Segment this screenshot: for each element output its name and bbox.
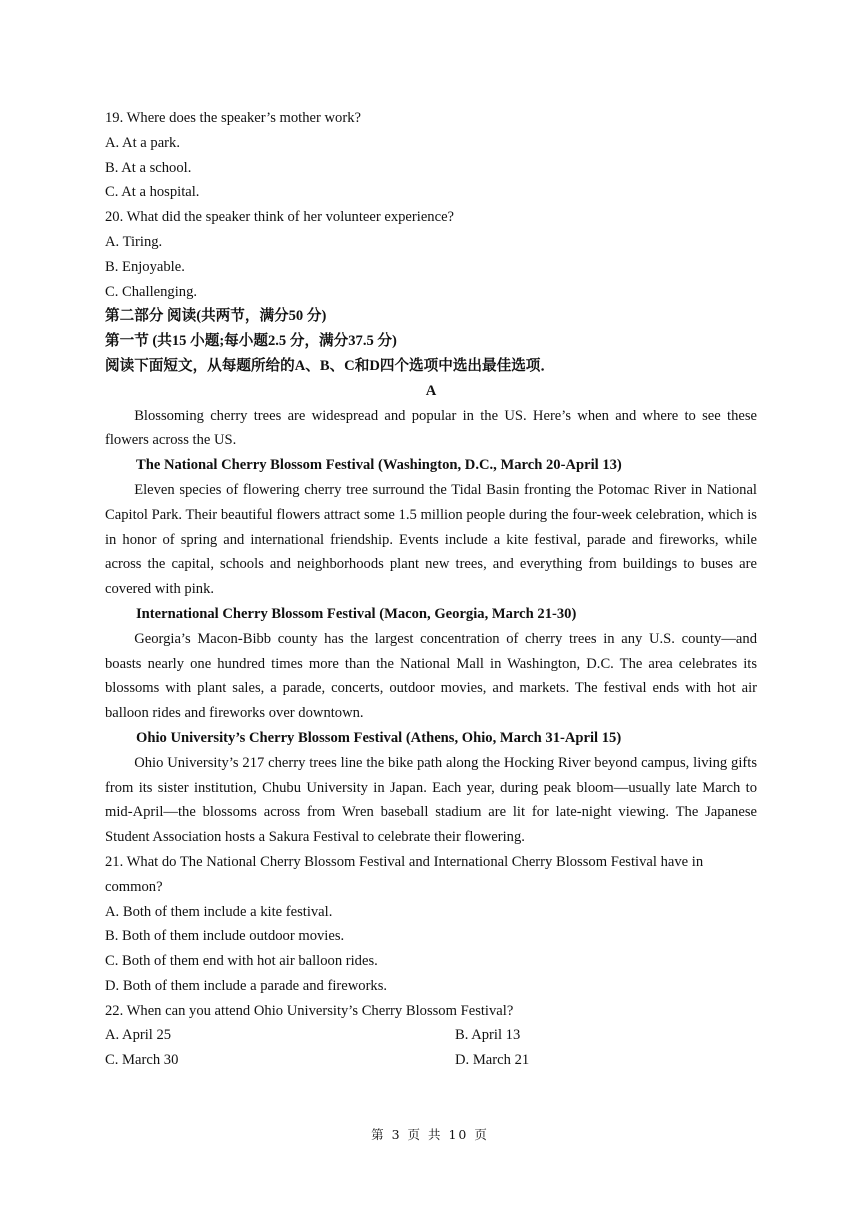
- option-c: C. March 30: [105, 1052, 179, 1069]
- option-c: C. Both of them end with hot air balloon rides.: [105, 953, 378, 970]
- question-22: [105, 999, 757, 1073]
- passage-letter: A: [425, 382, 437, 399]
- option-b: B. April 13: [455, 1027, 521, 1044]
- option-d: D. Both of them include a parade and fireworks.: [105, 977, 388, 994]
- question-20: [105, 205, 757, 304]
- festival-3-heading: Ohio University’s Cherry Blossom Festival (Athens, Ohio, March 31-April 15): [136, 729, 622, 746]
- question-text: 22. When can you attend Ohio University’s Cherry Blossom Festival?: [105, 1002, 514, 1019]
- festival-2-heading: International Cherry Blossom Festival (Macon, Georgia, March 21-30): [136, 605, 577, 622]
- question-text-line2: common?: [105, 878, 163, 895]
- option-b: B. Both of them include outdoor movies.: [105, 928, 345, 945]
- question-text: 20. What did the speaker think of her volunteer experience?: [105, 209, 455, 226]
- options-row-2: [105, 1048, 757, 1073]
- part-two-heading: 第二部分 阅读(共两节，满分50 分): [105, 308, 327, 325]
- question-21: [105, 850, 757, 999]
- question-text: 19. Where does the speaker’s mother work?: [105, 110, 361, 126]
- option-a: A. April 25: [105, 1027, 172, 1044]
- passage-intro: Blossoming cherry trees are widespread and popular in the US. Here’s when and where to see these flowers across the US.: [105, 407, 757, 449]
- page-footer: 第 3 页 共 10 页: [371, 1127, 489, 1142]
- section-one-heading: 第一节 (共15 小题;每小题2.5 分，满分37.5 分): [105, 333, 397, 350]
- festival-3-body: Ohio University’s 217 cherry trees line the bike path along the Hocking River beyond campus, living gifts from its sister institution, Chubu University in Japan. Each year, during peak bloom—usually late March to mid-April—the blossoms across from Wren baseball stadium are lit for late-night viewing. The Japanese Student Association hosts a Sakura Festival to celebrate their flowering.: [105, 754, 757, 846]
- question-19: [105, 106, 757, 205]
- festival-2-body: Georgia’s Macon-Bibb county has the largest concentration of cherry trees in any U.S. county—and boasts nearly one hundred times more than the National Mall in Washington, D.C. The area celebrates its blossoms with plant sales, a parade, concerts, outdoor movies, and markets. The festival ends with hot air balloon rides and fireworks over downtown.: [105, 630, 757, 722]
- festival-1-body: Eleven species of flowering cherry tree surround the Tidal Basin fronting the Potomac River in National Capitol Park. Their beautiful flowers attract some 1.5 million people during the four-week celebration, which is in honor of spring and international friendship. Events include a kite festival, parade and fireworks, while across the capital, schools and neighborhoods plant new trees, and everything from buildings to buses are covered with pink.: [105, 481, 757, 598]
- options-row-1: [105, 1023, 757, 1048]
- option-c: C. Challenging.: [105, 283, 198, 300]
- option-b: B. Enjoyable.: [105, 258, 185, 275]
- question-text-line1: 21. What do The National Cherry Blossom Festival and International Cherry Blossom Festival have in: [105, 853, 704, 870]
- page-content: [105, 106, 757, 1073]
- reading-instructions: 阅读下面短文，从每题所给的A、B、C和D四个选项中选出最佳选项．: [105, 357, 555, 374]
- festival-1-heading: The National Cherry Blossom Festival (Washington, D.C., March 20-April 13): [136, 457, 622, 474]
- option-a: A. At a park.: [105, 134, 180, 151]
- option-a: A. Both of them include a kite festival.: [105, 903, 333, 920]
- option-d: D. March 21: [455, 1052, 530, 1069]
- option-a: A. Tiring.: [105, 233, 163, 250]
- option-c: C. At a hospital.: [105, 184, 200, 201]
- option-b: B. At a school.: [105, 159, 192, 176]
